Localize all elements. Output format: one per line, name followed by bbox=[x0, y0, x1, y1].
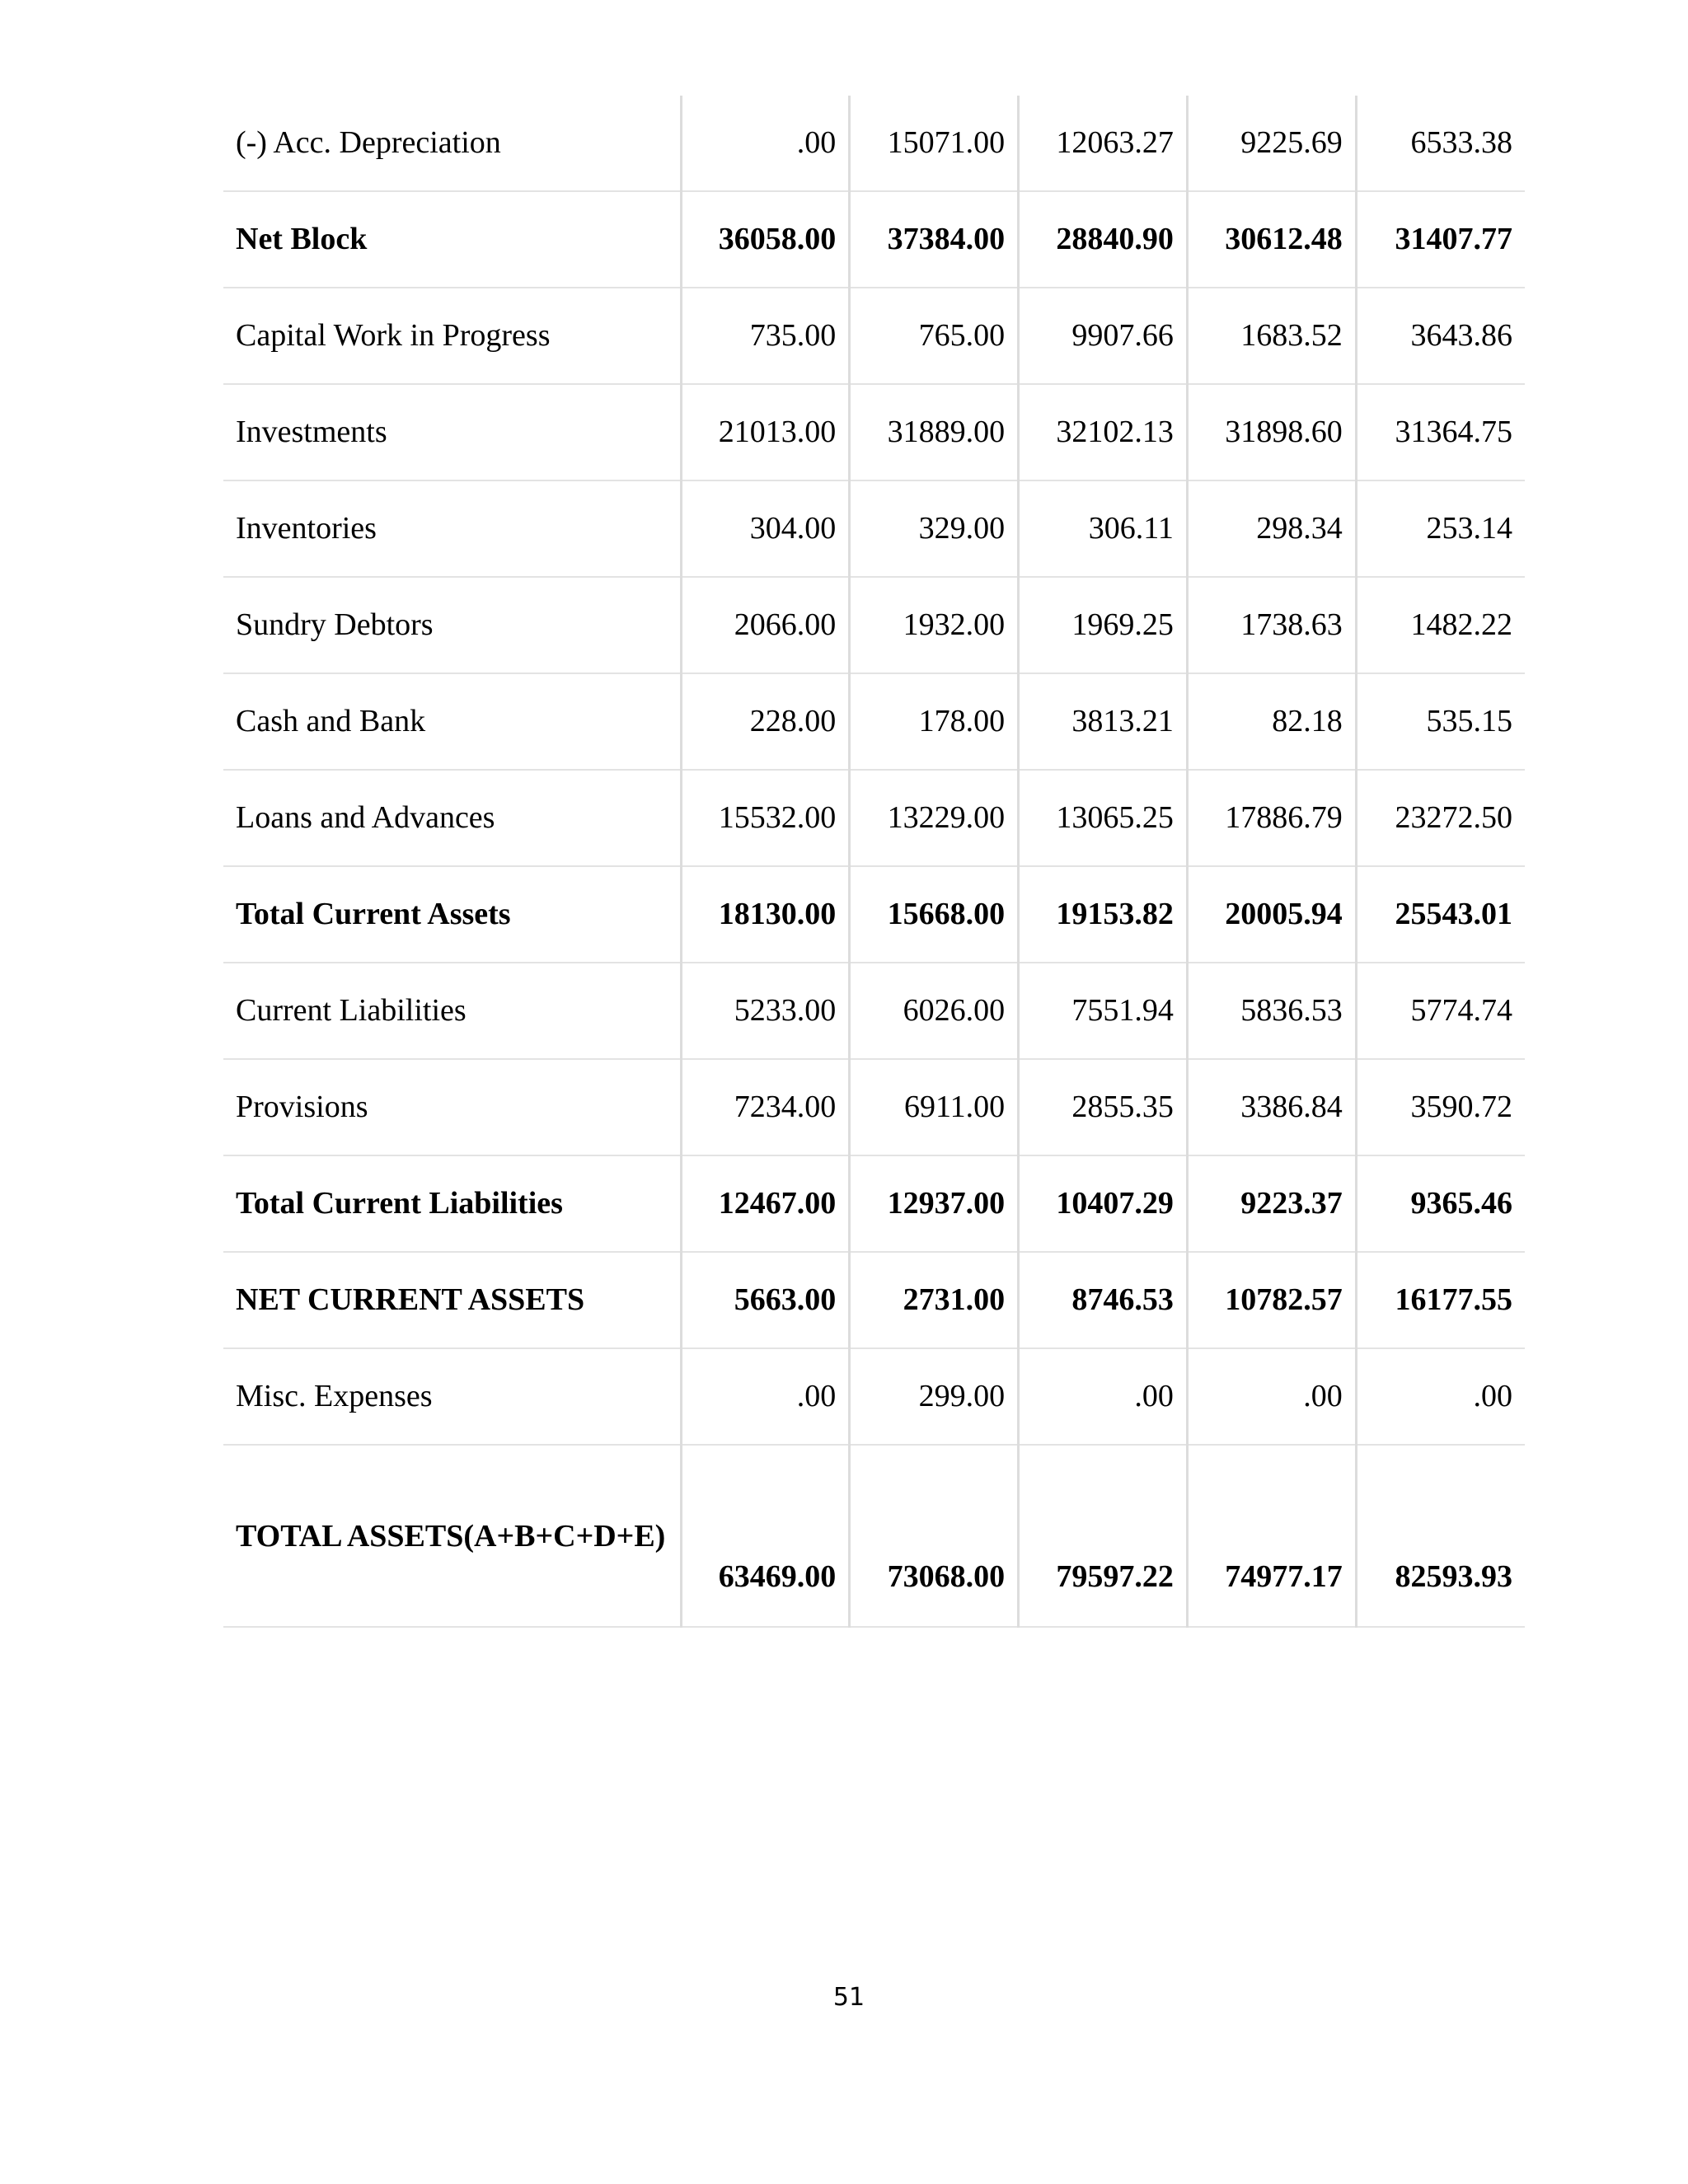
row-value: 12467.00 bbox=[681, 1155, 850, 1252]
row-value: 12063.27 bbox=[1019, 96, 1188, 191]
table-row bbox=[223, 577, 1525, 673]
table-row bbox=[223, 770, 1525, 866]
row-value: 25543.01 bbox=[1356, 866, 1525, 963]
row-value: 31364.75 bbox=[1356, 384, 1525, 480]
row-value: 2855.35 bbox=[1019, 1059, 1188, 1155]
row-value: 306.11 bbox=[1019, 480, 1188, 577]
row-value: 253.14 bbox=[1356, 480, 1525, 577]
row-value: 535.15 bbox=[1356, 673, 1525, 770]
table-row bbox=[223, 673, 1525, 770]
row-value: 3590.72 bbox=[1356, 1059, 1525, 1155]
row-value: 31407.77 bbox=[1356, 191, 1525, 288]
table-row bbox=[223, 1252, 1525, 1348]
row-value: 21013.00 bbox=[681, 384, 850, 480]
row-value: 36058.00 bbox=[681, 191, 850, 288]
table-row bbox=[223, 963, 1525, 1059]
row-label: Total Current Assets bbox=[223, 866, 681, 963]
row-label: TOTAL ASSETS(A+B+C+D+E) bbox=[223, 1445, 681, 1627]
row-value: 20005.94 bbox=[1187, 866, 1356, 963]
row-value: 1738.63 bbox=[1187, 577, 1356, 673]
row-value: 5233.00 bbox=[681, 963, 850, 1059]
row-value: 10407.29 bbox=[1019, 1155, 1188, 1252]
row-value: 7551.94 bbox=[1019, 963, 1188, 1059]
row-value: 2731.00 bbox=[850, 1252, 1019, 1348]
row-value: 23272.50 bbox=[1356, 770, 1525, 866]
row-value: 37384.00 bbox=[850, 191, 1019, 288]
row-value: 31889.00 bbox=[850, 384, 1019, 480]
row-value: 9907.66 bbox=[1019, 288, 1188, 384]
row-value: .00 bbox=[1019, 1348, 1188, 1445]
row-value: 178.00 bbox=[850, 673, 1019, 770]
table-row bbox=[223, 384, 1525, 480]
row-value: 6533.38 bbox=[1356, 96, 1525, 191]
table-row bbox=[223, 1348, 1525, 1445]
row-value: 17886.79 bbox=[1187, 770, 1356, 866]
row-value: 1482.22 bbox=[1356, 577, 1525, 673]
row-value: 2066.00 bbox=[681, 577, 850, 673]
row-value: 1683.52 bbox=[1187, 288, 1356, 384]
row-value: 298.34 bbox=[1187, 480, 1356, 577]
table-row bbox=[223, 480, 1525, 577]
row-value: 74977.17 bbox=[1187, 1445, 1356, 1627]
row-value: 3813.21 bbox=[1019, 673, 1188, 770]
row-value: 18130.00 bbox=[681, 866, 850, 963]
row-value: 30612.48 bbox=[1187, 191, 1356, 288]
row-label: Inventories bbox=[223, 480, 681, 577]
row-value: 735.00 bbox=[681, 288, 850, 384]
row-value: 10782.57 bbox=[1187, 1252, 1356, 1348]
row-label: Loans and Advances bbox=[223, 770, 681, 866]
row-value: 6026.00 bbox=[850, 963, 1019, 1059]
row-label: NET CURRENT ASSETS bbox=[223, 1252, 681, 1348]
row-value: 63469.00 bbox=[681, 1445, 850, 1627]
row-value: 9223.37 bbox=[1187, 1155, 1356, 1252]
table-row bbox=[223, 1445, 1525, 1627]
row-value: 8746.53 bbox=[1019, 1252, 1188, 1348]
row-value: 15071.00 bbox=[850, 96, 1019, 191]
row-label: Total Current Liabilities bbox=[223, 1155, 681, 1252]
row-value: 9225.69 bbox=[1187, 96, 1356, 191]
row-value: 1932.00 bbox=[850, 577, 1019, 673]
row-value: 82.18 bbox=[1187, 673, 1356, 770]
row-label: Provisions bbox=[223, 1059, 681, 1155]
row-label: Current Liabilities bbox=[223, 963, 681, 1059]
row-value: 1969.25 bbox=[1019, 577, 1188, 673]
row-value: 31898.60 bbox=[1187, 384, 1356, 480]
row-label: Sundry Debtors bbox=[223, 577, 681, 673]
row-value: .00 bbox=[681, 96, 850, 191]
table-row bbox=[223, 288, 1525, 384]
row-value: 3386.84 bbox=[1187, 1059, 1356, 1155]
row-value: .00 bbox=[1356, 1348, 1525, 1445]
row-value: 82593.93 bbox=[1356, 1445, 1525, 1627]
row-value: 304.00 bbox=[681, 480, 850, 577]
row-value: 765.00 bbox=[850, 288, 1019, 384]
table-row bbox=[223, 191, 1525, 288]
row-label: Capital Work in Progress bbox=[223, 288, 681, 384]
row-value: 3643.86 bbox=[1356, 288, 1525, 384]
row-value: 19153.82 bbox=[1019, 866, 1188, 963]
row-label: Cash and Bank bbox=[223, 673, 681, 770]
page-number: 51 bbox=[832, 1983, 865, 2012]
row-value: 12937.00 bbox=[850, 1155, 1019, 1252]
row-value: 16177.55 bbox=[1356, 1252, 1525, 1348]
row-value: .00 bbox=[1187, 1348, 1356, 1445]
row-value: 13229.00 bbox=[850, 770, 1019, 866]
table-row bbox=[223, 96, 1525, 191]
row-label: Net Block bbox=[223, 191, 681, 288]
row-value: 5836.53 bbox=[1187, 963, 1356, 1059]
row-value: 299.00 bbox=[850, 1348, 1019, 1445]
table-row bbox=[223, 1059, 1525, 1155]
row-value: 32102.13 bbox=[1019, 384, 1188, 480]
row-value: 7234.00 bbox=[681, 1059, 850, 1155]
row-value: 6911.00 bbox=[850, 1059, 1019, 1155]
table-row bbox=[223, 1155, 1525, 1252]
row-value: 15532.00 bbox=[681, 770, 850, 866]
row-value: 28840.90 bbox=[1019, 191, 1188, 288]
row-label: (-) Acc. Depreciation bbox=[223, 96, 681, 191]
row-value: 5663.00 bbox=[681, 1252, 850, 1348]
row-value: 79597.22 bbox=[1019, 1445, 1188, 1627]
row-value: 5774.74 bbox=[1356, 963, 1525, 1059]
row-value: 15668.00 bbox=[850, 866, 1019, 963]
row-value: 13065.25 bbox=[1019, 770, 1188, 866]
table-row bbox=[223, 866, 1525, 963]
row-label: Misc. Expenses bbox=[223, 1348, 681, 1445]
row-value: .00 bbox=[681, 1348, 850, 1445]
row-value: 329.00 bbox=[850, 480, 1019, 577]
financial-table-body bbox=[223, 96, 1525, 1627]
financial-table bbox=[223, 96, 1525, 1628]
row-value: 9365.46 bbox=[1356, 1155, 1525, 1252]
row-value: 228.00 bbox=[681, 673, 850, 770]
row-value: 73068.00 bbox=[850, 1445, 1019, 1627]
row-label: Investments bbox=[223, 384, 681, 480]
